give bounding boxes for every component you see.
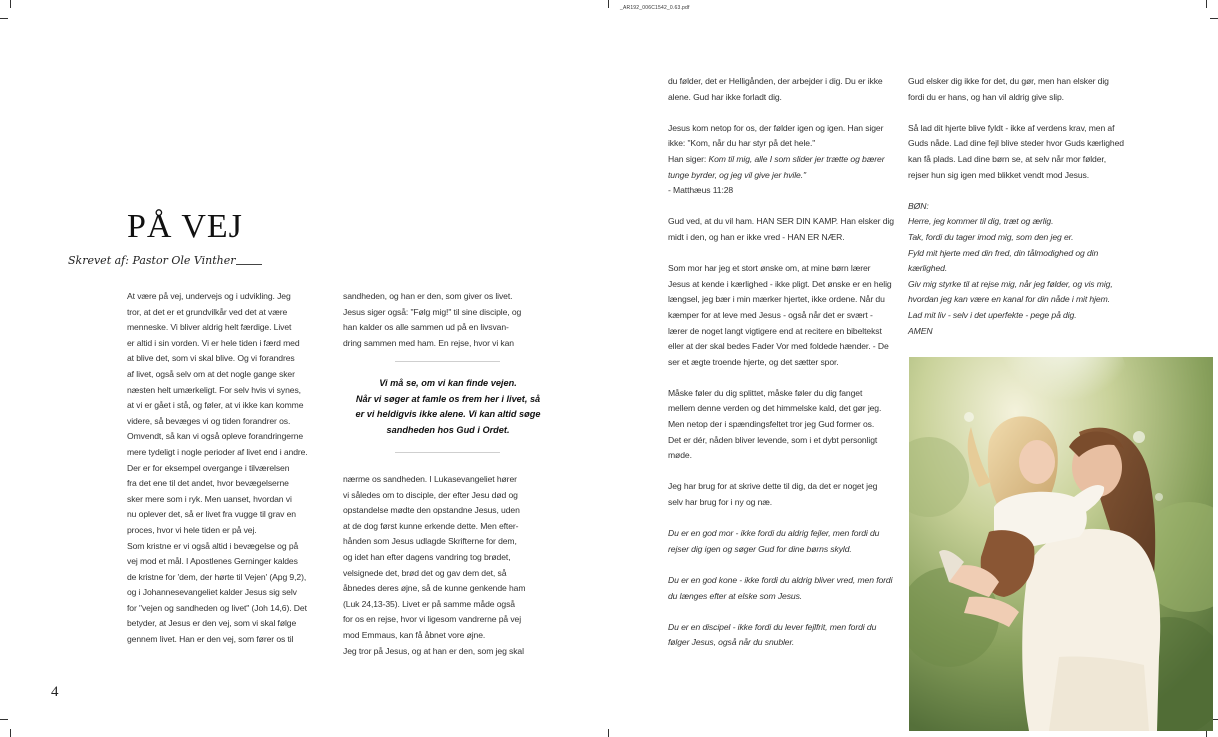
text-line: for "vejen og sandheden og livet" (Joh 14,6). Det xyxy=(127,602,307,613)
paragraph-gap xyxy=(668,246,898,262)
text-line: rejser hun sig igen med blikket vendt mod Jesus. xyxy=(908,169,1090,180)
text-line: Jesus kom netop for os, der følder igen og igen. Han siger xyxy=(668,122,884,133)
text-line: nærme os sandheden. I Lukasevangeliet hører xyxy=(343,474,517,484)
byline-rule xyxy=(236,264,262,265)
text-line: sker mere som i ryk. Men uanset, hvordan vi xyxy=(127,493,292,504)
text-line: Fyld mit hjerte med din fred, din tålmodighed og din xyxy=(908,247,1099,258)
text-line: tror, at det er et grundvilkår ved det at være xyxy=(127,306,288,317)
text-line: Jesus at kende i kærlighed - ikke pligt. Det ønske er en helig xyxy=(668,278,892,289)
body-column-2-bottom xyxy=(343,472,558,659)
text-line: sandheden, og han er den, som giver os livet. xyxy=(343,291,513,301)
text-line: for os en rejse, hvor vi ligesom vandrerne på vej xyxy=(343,614,522,625)
crop-mark-tm xyxy=(608,0,609,8)
text-line: mellem denne verden og det himmelske kald, det gør jeg. xyxy=(668,403,882,414)
paragraph-gap xyxy=(668,557,898,573)
text-line: fordi du er hans, og han vil aldrig give slip. xyxy=(908,91,1064,102)
text-line: menneske. Vi bliver aldrig helt færdige. Livet xyxy=(127,322,292,333)
text-line: selv har brug for i ny og næ. xyxy=(668,497,773,508)
paragraph-gap xyxy=(668,370,898,386)
text-line: møde. xyxy=(668,450,692,461)
text-line: Som mor har jeg et stort ønske om, at mine børn lærer xyxy=(668,263,871,274)
text-line: Det er dér, nåden bliver levende, som i et dybt personligt xyxy=(668,434,878,445)
text-line: åbnedes deres øjne, så de kunne genkende ham xyxy=(343,583,526,594)
text-line: Lad mit liv - selv i det uperfekte - pege på dig. xyxy=(908,309,1077,320)
text-line: ser et ægte troende hjerte, og det sætter spor. xyxy=(668,356,839,367)
text-line: nu oplever det, så er livet fra vugge til grav en xyxy=(127,509,296,520)
text-line: Måske føler du dig splittet, måske føler du dig fanget xyxy=(668,387,863,398)
crop-mark-tr xyxy=(1206,0,1207,8)
text-line: Guds nåde. Lad dine fejl blive steder hvor Guds kærlighed xyxy=(908,138,1124,149)
quote-rule-top xyxy=(395,361,500,362)
text-line: han kalder os alle sammen ud på en livsvan- xyxy=(343,322,509,333)
text-line: (Luk 24,13-35). Livet er på samme måde også xyxy=(343,598,515,609)
text-line: ikke: "Kom, når du har styr på det hele." xyxy=(668,138,816,149)
mother-child-photo xyxy=(909,357,1213,731)
text-line: længsel, jeg bær i min mærker hjertet, ikke ordene. Når du xyxy=(668,294,885,305)
text-line: Du er en discipel - ikke fordi du lever fejlfrit, men fordi du xyxy=(668,621,877,632)
text-line: Som kristne er vi også altid i bevægelse og på xyxy=(127,540,299,551)
text-line: er altid i sin vorden. Vi er hele tiden i færd med xyxy=(127,337,300,348)
page-number: 4 xyxy=(51,684,59,700)
text-line: gennem livet. Han er den vej, som fører os til xyxy=(127,634,294,645)
pull-quote-line: er vi heldigvis ikke alene. Vi kan altid søge xyxy=(355,409,541,420)
text-line: hånden som Jesus udlagde Skrifterne for dem, xyxy=(343,536,517,547)
quote-lead: Han siger: xyxy=(668,153,709,164)
text-line: Jeg tror på Jesus, og at han er den, som jeg skal xyxy=(343,645,524,656)
text-line: alene. Gud har ikke forladt dig. xyxy=(668,91,782,102)
text-line: Omvendt, så kan vi også opleve forandringerne xyxy=(127,431,304,442)
text-line: af livet, også selv om at det nogle gange sker xyxy=(127,368,295,379)
crop-mark-tl-h xyxy=(0,18,8,19)
text-line: vi således om to disciple, der efter Jesu død og xyxy=(343,489,518,500)
crop-mark-bl-h xyxy=(0,719,8,720)
text-line: Jeg har brug for at skrive dette til dig, da det er noget jeg xyxy=(668,481,878,492)
text-line: Gud elsker dig ikke for det, du gør, men han elsker dig xyxy=(908,76,1109,86)
text-line: vej mod et mål. I Apostlenes Gerninger kaldes xyxy=(127,556,298,567)
text-line: følger Jesus, også når du snubler. xyxy=(668,637,795,648)
text-line: velsignede det, brød det og gav dem det, så xyxy=(343,567,507,578)
text-line: Herre, jeg kommer til dig, træt og ærlig. xyxy=(908,216,1054,227)
scripture-quote: Kom til mig, alle I som slider jer trætte og bærer xyxy=(708,153,885,164)
text-line: de kristne for 'dem, der hørte til Vejen' (Apg 9,2), xyxy=(127,571,307,582)
paragraph-gap xyxy=(668,199,898,215)
text-line: lærer de noget langt vigtigere end at recitere en bibeltekst xyxy=(668,325,882,336)
paragraph-gap xyxy=(668,511,898,527)
crop-mark-tr-h xyxy=(1210,18,1218,19)
text-line: At være på vej, undervejs og i udvikling. Jeg xyxy=(127,291,291,301)
text-line: Jesus siger også: "Følg mig!" til sine disciple, og xyxy=(343,306,522,317)
paragraph-gap xyxy=(668,105,898,121)
text-line: næsten helt umærkeligt. For selv hvis vi synes, xyxy=(127,384,301,395)
scripture-quote: tunge byrder, og jeg vil give jer hvile." xyxy=(668,169,806,180)
text-line: AMEN xyxy=(908,325,933,336)
text-line: betyder, at Jesus er den vej, som vi skal følge xyxy=(127,618,297,629)
pull-quote-line: sandheden hos Gud i Ordet. xyxy=(386,424,510,435)
text-line: Men netop der i spændingsfeltet tror jeg Gud former os. xyxy=(668,419,875,430)
pull-quote-line: Når vi søger at famle os frem her i livet, så xyxy=(355,393,541,404)
text-line: at de dog først kunne erkende dette. Men efter- xyxy=(343,520,519,531)
photo-illustration xyxy=(909,357,1213,731)
text-line: du følder, det er Helligånden, der arbejder i dig. Du er ikke xyxy=(668,76,883,86)
paragraph-gap xyxy=(668,604,898,620)
text-line: kæmper for at leve med Jesus - også når det er svært - xyxy=(668,309,873,320)
crop-mark-bm xyxy=(608,729,609,737)
pull-quote-line: Vi må se, om vi kan finde vejen. xyxy=(379,378,517,388)
prayer-heading: BØN: xyxy=(908,200,929,211)
text-line: at blive det, som vi skal blive. Og vi forandres xyxy=(127,353,295,364)
text-line: mere tydeligt i nogle perioder af livet end i andre. xyxy=(127,446,308,457)
text-line: kærlighed. xyxy=(908,263,948,274)
text-line: opstandelse mødte den opstandne Jesus, uden xyxy=(343,505,520,516)
text-line: Gud ved, at du vil ham. HAN SER DIN KAMP. Han elsker dig xyxy=(668,216,894,227)
scripture-reference: - Matthæus 11:28 xyxy=(668,185,734,196)
pull-quote xyxy=(343,376,553,438)
body-column-1 xyxy=(127,289,337,648)
body-column-4 xyxy=(908,74,1144,339)
crop-mark-tl xyxy=(10,0,11,8)
body-column-2-top xyxy=(343,289,553,351)
file-label: _AR192_006C1542_0.63.pdf xyxy=(620,5,690,11)
crop-mark-bl xyxy=(10,729,11,737)
article-byline: Skrevet af: Pastor Ole Vinther xyxy=(68,254,236,267)
text-line: Du er en god mor - ikke fordi du aldrig fejler, men fordi du xyxy=(668,528,880,539)
text-line xyxy=(668,152,898,168)
text-line: Så lad dit hjerte blive fyldt - ikke af verdens krav, men af xyxy=(908,122,1115,133)
text-line: rejser dig igen og søger Gud for dine børns skyld. xyxy=(668,543,852,554)
text-line: du længes efter at elske som Jesus. xyxy=(668,590,803,601)
text-line: Giv mig styrke til at rejse mig, når jeg følder, og vis mig, xyxy=(908,278,1113,289)
quote-rule-bottom xyxy=(395,452,500,453)
text-line: Der er for eksempel overgange i tilværelsen xyxy=(127,462,290,473)
text-line: Tak, fordi du tager imod mig, som den jeg er. xyxy=(908,231,1074,242)
text-line: fra det ene til det andet, hvor bevægelserne xyxy=(127,478,289,489)
text-line: og idet han efter dagens vandring tog brødet, xyxy=(343,551,511,562)
text-line: hvordan jeg kan være en kanal for din nåde i mit hjem. xyxy=(908,294,1110,305)
paragraph-gap xyxy=(668,464,898,480)
text-line: eller at der skal bedes Fader Vor med foldede hænder. - De xyxy=(668,341,889,352)
text-line: at vi er gået i stå, og føler, at vi ikke kan komme xyxy=(127,400,304,411)
article-title: PÅ VEJ xyxy=(127,208,243,245)
text-line: proces, hvor vi hele tiden er på vej. xyxy=(127,524,257,535)
text-line: Du er en god kone - ikke fordi du aldrig bliver vred, men fordi xyxy=(668,575,893,585)
paragraph-gap xyxy=(908,105,1144,121)
body-column-3 xyxy=(668,74,898,651)
text-line: kan få plads. Lad dine børn se, at selv når mor følder, xyxy=(908,153,1106,164)
paragraph-gap xyxy=(908,183,1144,199)
text-line: midt i den, og han er ikke vred - HAN ER NÆR. xyxy=(668,231,845,242)
text-line: dring sammen med ham. En rejse, hvor vi kan xyxy=(343,337,514,348)
text-line: videre, så bevæges vi og tiden forandrer os. xyxy=(127,415,291,426)
text-line: mod Emmaus, kan få åbnet vore øjne. xyxy=(343,629,486,640)
text-line: og i Johannesevangeliet kalder Jesus sig selv xyxy=(127,587,297,598)
